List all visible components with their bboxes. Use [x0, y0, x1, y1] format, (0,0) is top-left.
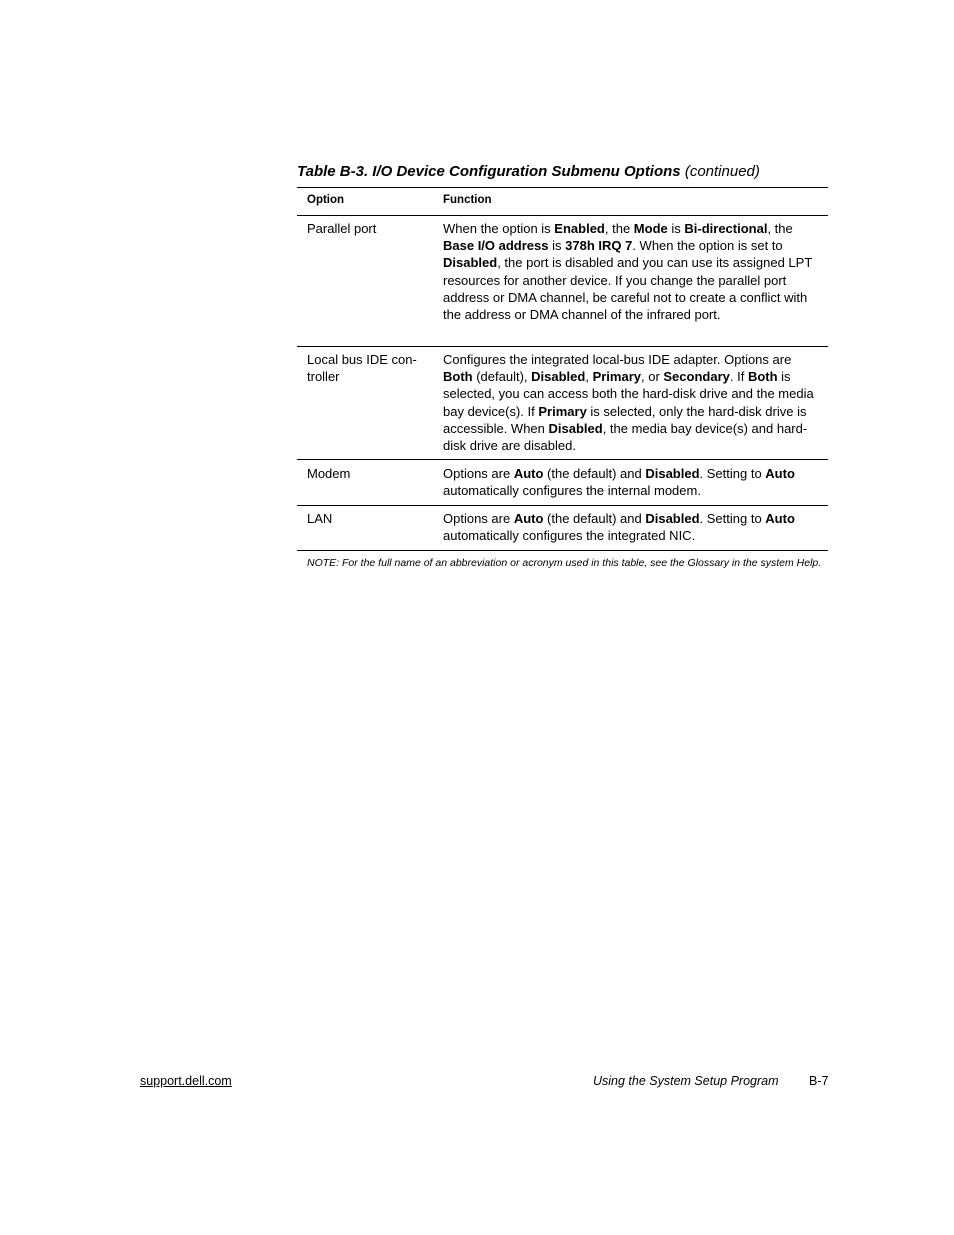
row-function: [443, 465, 823, 499]
header-bottom-rule: [297, 215, 828, 216]
bold-term: Bi-directional: [684, 221, 768, 236]
text-run: . Setting to: [699, 511, 766, 526]
row-option: Local bus IDE con-troller: [307, 352, 417, 384]
text-run: , or: [640, 369, 664, 385]
bold-term: Secondary: [663, 369, 730, 385]
bold-term: Primary: [592, 369, 641, 385]
text-run: , the media bay device(s) and hard-disk drive are disabled.: [443, 420, 808, 454]
footer-page-number: B-7: [809, 1074, 829, 1088]
text-run: When the option is: [443, 221, 555, 236]
bold-term: Both: [747, 369, 778, 385]
row-option: LAN: [307, 511, 333, 526]
text-run: , the port is disabled and you can use its assigned LPT resources for another device. If you change the parallel port address or DMA channel, be careful not to create a conflict with the address or DMA channel of the infrared port.: [443, 255, 813, 323]
bold-term: Mode: [633, 221, 668, 236]
bold-term: Disabled: [645, 466, 700, 481]
text-run: (default),: [472, 369, 532, 385]
text-run: is: [667, 221, 685, 236]
bold-term: Disabled: [531, 369, 586, 385]
bold-term: Primary: [538, 403, 587, 419]
text-run: . If: [729, 369, 748, 385]
table-top-rule: [297, 187, 828, 188]
column-header-function: Function: [443, 194, 492, 206]
row-divider: [297, 505, 828, 506]
row-function: [443, 351, 823, 454]
row-function: [443, 510, 823, 544]
table-caption-continued: (continued): [684, 163, 760, 180]
bold-term: Auto: [513, 466, 544, 481]
text-run: automatically configures the integrated NIC.: [443, 528, 696, 544]
bold-term: 378h IRQ 7: [565, 238, 633, 254]
text-run: is selected, only the hard-disk drive is accessible. When: [443, 403, 807, 436]
bold-term: Base I/O address: [443, 238, 549, 254]
bold-term: Auto: [513, 511, 544, 526]
text-run: ,: [585, 369, 593, 385]
bold-term: Auto: [765, 466, 795, 481]
text-run: (the default) and: [543, 466, 646, 481]
table-caption-title: Table B-3. I/O Device Configuration Submenu Options: [297, 163, 681, 180]
table-caption: [297, 163, 837, 180]
column-header-option: Option: [307, 194, 345, 206]
row-option: Modem: [307, 466, 351, 481]
bold-term: Auto: [765, 511, 795, 526]
text-run: . When the option is set to: [632, 238, 783, 254]
row-divider: [297, 346, 828, 347]
text-run: is selected, you can access both the hard-disk drive and the media bay device(s). If: [443, 369, 814, 419]
row-function: [443, 220, 823, 323]
bold-term: Disabled: [645, 511, 700, 526]
bold-term: Both: [443, 369, 473, 385]
text-run: . Setting to: [699, 466, 766, 481]
table-bottom-rule: [297, 550, 828, 551]
bold-term: Disabled: [548, 420, 603, 436]
bold-term: Disabled: [443, 255, 498, 271]
table-note: NOTE: For the full name of an abbreviation or acronym used in this table, see the Glossary in the system Help.: [307, 557, 822, 569]
text-run: Options are: [443, 466, 514, 481]
bold-term: Enabled: [554, 221, 605, 236]
text-run: is: [548, 238, 566, 254]
footer-support-link[interactable]: support.dell.com: [140, 1074, 232, 1088]
footer-chapter-title: Using the System Setup Program: [593, 1074, 779, 1088]
text-run: automatically configures the internal modem.: [443, 483, 701, 499]
text-run: , the: [767, 221, 793, 236]
row-option: Parallel port: [307, 221, 377, 236]
text-run: Configures the integrated local-bus IDE adapter. Options are: [443, 352, 792, 367]
row-divider: [297, 459, 828, 460]
text-run: (the default) and: [543, 511, 646, 526]
text-run: Options are: [443, 511, 514, 526]
text-run: , the: [604, 221, 634, 236]
